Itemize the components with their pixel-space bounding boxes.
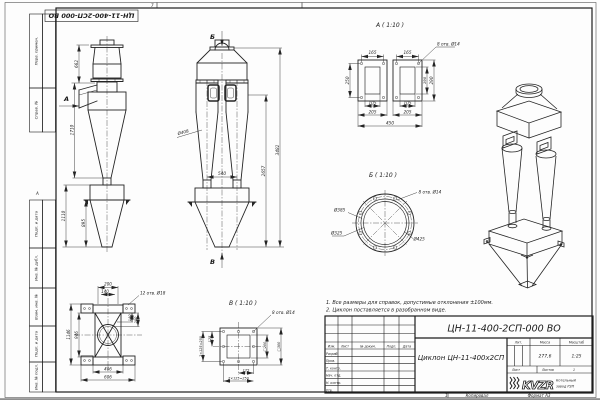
dim-200-right: 200 (134, 316, 138, 324)
dim-2657: 2657 (261, 165, 266, 177)
tb-col-scale: Масштаб (568, 340, 585, 345)
margin-field-sprav: Справ. № (33, 100, 39, 120)
section-a-holes-note: 8 отв. Ø14 (437, 41, 460, 47)
tb-header-podp: Подп. (386, 344, 397, 349)
top-stamp (45, 10, 138, 22)
section-a-holes (360, 62, 419, 98)
dim-190: 190 (422, 76, 428, 85)
margin-field-inv-podl: Инв. № подл. (33, 363, 39, 391)
dim-250: 250 (345, 76, 351, 85)
dim-250-left: 2×125=250 (199, 336, 204, 357)
view-arrow-v-label: В (210, 258, 215, 266)
company-name-line1: Котельный (556, 378, 576, 383)
isometric-view (484, 84, 564, 288)
dim-125-bottom: 125 (242, 368, 250, 373)
dim-125-left: 125 (208, 335, 213, 343)
section-v-holes-note: 8 отв. Ø14 (272, 310, 295, 315)
dim-205-right: 205 (403, 109, 412, 115)
dim-406: 406 (104, 366, 112, 372)
section-a-title: А ( 1:10 ) (376, 22, 404, 29)
margin-stamps (30, 14, 56, 392)
tb-header-data: Дата (402, 344, 412, 349)
logo-text: KVZR (522, 379, 554, 392)
front-view (176, 31, 284, 268)
format-label: Формат А3 (527, 393, 551, 398)
tb-mass-value: 277,6 (538, 354, 552, 360)
tb-row-razrab: Разраб. (326, 351, 339, 356)
dim-140-right: 140 (128, 314, 132, 322)
support-view (66, 282, 166, 382)
dim-606: 606 (104, 374, 112, 380)
dim-165-right: 165 (403, 50, 412, 55)
support-holes-note: 12 отв. Ø18 (140, 290, 166, 296)
technical-notes (326, 300, 493, 314)
dim-105-right: 105 (403, 100, 412, 106)
note-line-2: 2. Циклон поставляется в разобранном виде. (326, 307, 447, 314)
view-arrow-b-label: Б (210, 33, 215, 41)
margin-field-perv-primen: Перв. примен. (33, 36, 39, 66)
side-view (59, 36, 130, 252)
tb-row-prov: Пров. (326, 359, 336, 363)
dim-895: 895 (81, 219, 87, 227)
dim-165-left: 165 (368, 50, 377, 55)
tb-row-nachotd: Нач. отд. (326, 373, 342, 378)
zone-letter-left: А (36, 191, 39, 196)
tb-header-izm: Изм. (327, 344, 336, 349)
company-logo (510, 377, 577, 392)
dim-1710: 1710 (69, 124, 75, 136)
tb-doc-number: ЦН-11-400-2СП-000 ВО (447, 323, 561, 335)
tb-col-mass: Масса (539, 340, 551, 345)
dim-205-left: 205 (368, 109, 377, 115)
tb-product-name: Циклон ЦН-11-400х2СП (417, 354, 505, 362)
margin-field-podp-data-2: Подп. и дата (33, 331, 39, 357)
tb-sheets-label: Листов (542, 368, 554, 372)
dim-408: Ø408 (177, 128, 190, 136)
dim-325: Ø325 (331, 230, 343, 236)
copy-label: Копировал (465, 393, 489, 398)
view-arrow-a-label: А (64, 95, 70, 103)
dim-450: 450 (386, 120, 394, 126)
tb-sheets-value: 1 (572, 368, 576, 372)
dim-946: 946 (74, 331, 80, 339)
tb-row-utv: Утв. (326, 388, 333, 393)
tb-row-tkontr: Т. контр. (326, 366, 341, 371)
tb-row-nkontr: Н. контр. (326, 381, 342, 385)
dim-3482: 3482 (275, 144, 280, 156)
dim-385: Ø385 (334, 207, 346, 213)
tb-scale-value: 1:25 (571, 354, 582, 360)
zone-number-bottom: 1 (445, 393, 448, 398)
margin-field-vzam-inv: Взам. инв. № (33, 294, 39, 320)
dim-540: 540 (218, 171, 226, 176)
dim-290: 290 (429, 76, 435, 85)
dim-425: Ø425 (413, 236, 425, 242)
dim-sq200: □200 (263, 341, 268, 352)
margin-field-inv-dubl: Инв. № дубл. (33, 255, 39, 281)
tb-header-list: Лист (340, 344, 350, 349)
dim-1110: 1110 (61, 210, 66, 222)
section-b-holes-note: 8 отв. Ø14 (418, 189, 442, 195)
company-name-line2: завод РЗП (556, 384, 575, 389)
note-line-1: 1. Все размеры для справок, допустимые отклонения ±100мм. (326, 300, 493, 306)
zone-number-top: 7 (151, 3, 154, 8)
dim-sq300: □300 (277, 341, 282, 352)
tb-header-docnum: № докум. (360, 344, 376, 349)
dim-250-bottom: 2×125=250 (228, 376, 249, 381)
dim-140-top: 140 (101, 289, 109, 294)
dim-662: 662 (74, 60, 79, 68)
section-v-title: В ( 1:10 ) (229, 300, 257, 307)
dim-200-top: 200 (104, 281, 112, 287)
margin-field-podp-data-1: Подп. и дата (33, 211, 39, 237)
title-block (325, 316, 593, 393)
tb-sheet-label: Лист (511, 368, 521, 372)
section-a-view (345, 22, 460, 127)
section-b-title: Б ( 1:10 ) (369, 172, 397, 179)
section-v-view (199, 300, 295, 382)
tb-col-lit: Лит. (514, 340, 523, 345)
dim-105-left: 105 (368, 100, 377, 106)
dim-1146: 1146 (66, 329, 72, 340)
section-b-view (330, 172, 442, 256)
top-stamp-doc-number: ЦН-11-400-2СП-000 ВО (48, 11, 135, 20)
